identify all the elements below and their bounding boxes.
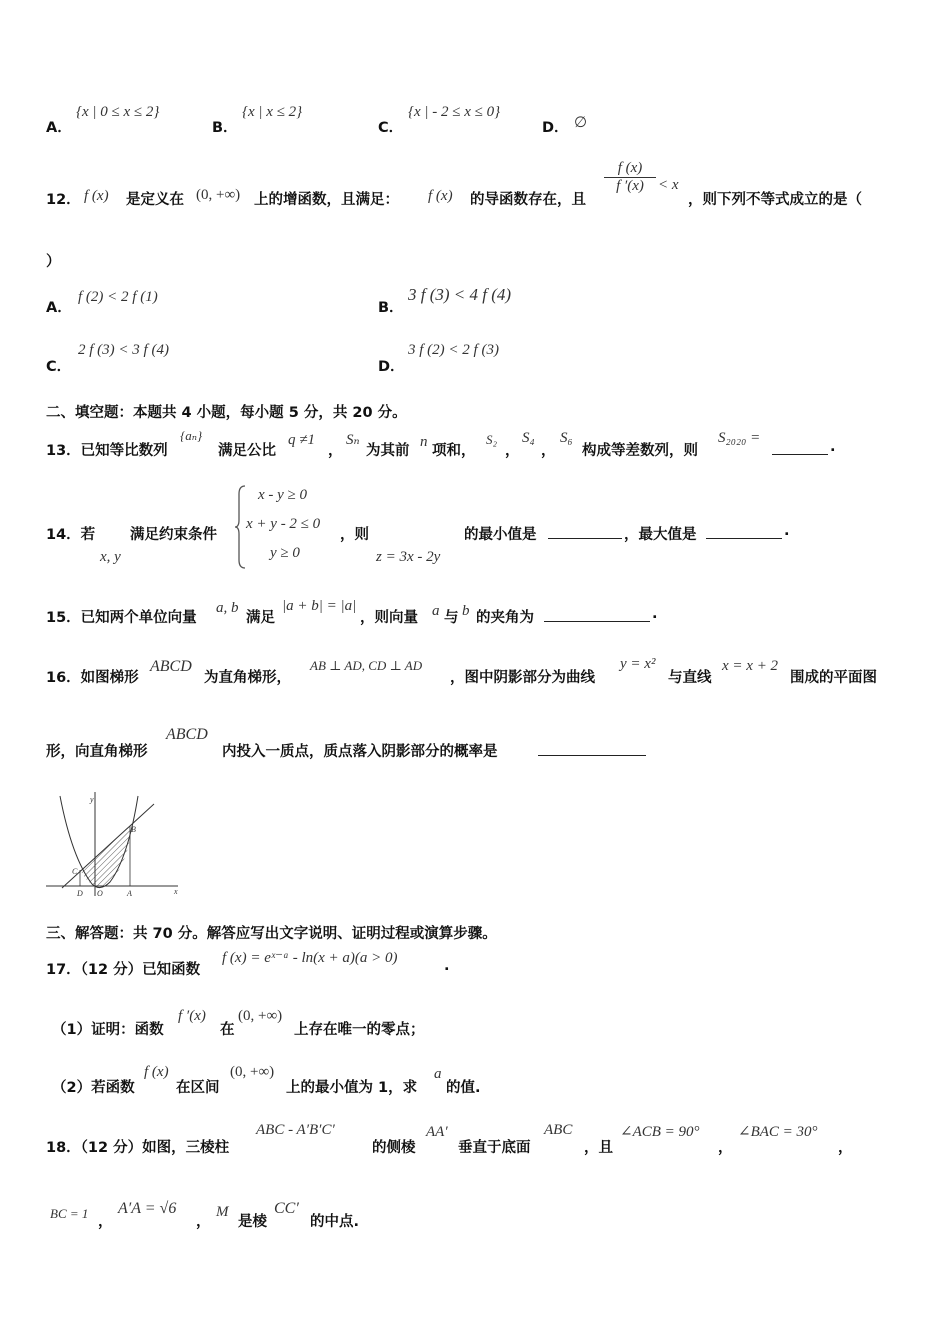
q14-max-blank[interactable] — [706, 526, 782, 539]
q16-text-4: 围成的平面图 — [790, 670, 877, 686]
q13-s4: S₄ — [522, 430, 535, 446]
q11-option-a-expr: {x | 0 ≤ x ≤ 2} — [76, 104, 160, 120]
q18-comma-3: ， — [98, 1214, 113, 1230]
fig-label-a: A — [127, 889, 132, 898]
q17-part2-fx: f (x) — [144, 1064, 169, 1080]
q12-text-3: 的导函数存在，且 — [470, 192, 586, 208]
q17-end: . — [444, 958, 450, 974]
q18-abc: ABC — [544, 1122, 573, 1138]
q16-abcd: ABCD — [150, 658, 192, 675]
q16-figure — [42, 788, 182, 900]
q15-b: b — [462, 603, 470, 619]
q14-brace-icon — [233, 484, 247, 570]
section-2-heading: 二、填空题：本题共 4 小题，每小题 5 分，共 20 分。 — [46, 405, 407, 421]
q15-text-4: 的夹角为 — [476, 610, 534, 626]
q12-fraction-numerator: f (x) — [604, 160, 656, 178]
q11-option-c-label: C． — [378, 120, 404, 136]
q14-constraint-2: x + y - 2 ≤ 0 — [246, 516, 321, 532]
q12-option-d-label: D． — [378, 359, 405, 375]
q12-option-c-label: C． — [46, 359, 72, 375]
q18-aa: AA′ — [426, 1124, 448, 1140]
fig-label-x: x — [174, 887, 178, 896]
q13-sn: Sₙ — [346, 432, 360, 448]
q17-part1-interval: (0, +∞) — [238, 1008, 283, 1024]
q16-line2-b: 内投入一质点，质点落入阴影部分的概率是 — [222, 744, 498, 760]
q14-text-2: ，则 — [340, 527, 369, 543]
q15-answer-blank[interactable] — [544, 609, 650, 622]
q13-comma-1: ， — [328, 443, 343, 459]
q13-text-3: 项和， — [432, 443, 476, 459]
q12-text-2: 上的增函数，且满足： — [254, 192, 399, 208]
q12-interval: (0, +∞) — [196, 187, 241, 203]
q15-end: . — [652, 606, 658, 622]
q14-objective: z = 3x - 2y — [376, 549, 441, 565]
q16-line2-a: 形，向直角梯形 — [46, 744, 148, 760]
q11-option-d-expr: ∅ — [574, 115, 588, 131]
q13-number: 13．已知等比数列 — [46, 443, 168, 459]
q13-sequence: {aₙ} — [180, 428, 203, 443]
q18-text-5: 的中点. — [310, 1214, 360, 1230]
q18-prism: ABC - A′B′C′ — [256, 1122, 335, 1138]
q17-part1-c: 上存在唯一的零点； — [294, 1022, 425, 1038]
q18-comma-2: ， — [838, 1140, 853, 1156]
q15-text-2: ，则向量 — [360, 610, 418, 626]
q12-fraction-denominator: f ′(x) — [616, 178, 644, 194]
q16-perp: AB ⊥ AD, CD ⊥ AD — [310, 658, 423, 673]
q15-text-3: 与 — [444, 610, 459, 626]
q12-option-a-label: A． — [46, 300, 72, 316]
q17-part1-b: 在 — [220, 1022, 235, 1038]
q14-constraint-3: y ≥ 0 — [270, 545, 300, 561]
q18-cc: CC′ — [274, 1200, 299, 1217]
q14-text-4: ，最大值是 — [624, 527, 697, 543]
q15-vectors: a, b — [216, 600, 239, 616]
fig-label-b: B — [131, 825, 136, 834]
q17-part1-a: （1）证明：函数 — [52, 1022, 164, 1038]
q13-s2020: S₂₀₂₀ = — [718, 430, 761, 446]
q17-part2-d: 的值. — [446, 1080, 481, 1096]
q17-number: 17．（12 分）已知函数 — [46, 962, 201, 978]
q18-text-4: 是棱 — [238, 1214, 267, 1230]
q16-abcd-2: ABCD — [166, 726, 208, 743]
q16-text-1: 为直角梯形， — [204, 670, 291, 686]
q18-comma-4: ， — [196, 1214, 211, 1230]
q11-option-b-label: B． — [212, 120, 238, 136]
q13-text-1: 满足公比 — [218, 443, 276, 459]
fig-label-y: y — [90, 795, 94, 804]
q12-option-d-expr: 3 f (2) < 2 f (3) — [408, 342, 499, 358]
fig-label-c: C — [72, 867, 78, 876]
q12-lt-x: < x — [658, 177, 679, 193]
q18-text-3: ，且 — [584, 1140, 613, 1156]
q18-bc: BC = 1 — [50, 1206, 89, 1221]
q14-text-3: 的最小值是 — [464, 527, 537, 543]
q15-a: a — [432, 603, 440, 619]
q16-number: 16．如图梯形 — [46, 670, 139, 686]
q11-option-a-label: A． — [46, 120, 72, 136]
q13-ratio: q ≠1 — [288, 432, 315, 448]
q12-option-c-expr: 2 f (3) < 3 f (4) — [78, 342, 169, 358]
q16-curve: y = x² — [620, 656, 656, 672]
q18-text-2: 垂直于底面 — [458, 1140, 531, 1156]
q11-option-c-expr: {x | - 2 ≤ x ≤ 0} — [408, 104, 501, 120]
q13-end: . — [830, 439, 836, 455]
q17-part2-a-var: a — [434, 1066, 442, 1082]
q13-n: n — [420, 434, 428, 450]
q12-number: 12． — [46, 192, 81, 208]
q18-angle-acb: ∠ACB = 90° — [620, 1124, 700, 1140]
q17-part2-b: 在区间 — [176, 1080, 220, 1096]
section-3-heading: 三、解答题：共 70 分。解答应写出文字说明、证明过程或演算步骤。 — [46, 926, 497, 942]
q13-text-2: 为其前 — [366, 443, 410, 459]
q12-option-b-expr: 3 f (3) < 4 f (4) — [408, 285, 512, 304]
q15-number: 15．已知两个单位向量 — [46, 610, 197, 626]
q17-part2-c: 上的最小值为 1，求 — [286, 1080, 418, 1096]
q16-text-3: 与直线 — [668, 670, 712, 686]
q12-close-paren: ） — [46, 254, 61, 270]
q13-text-4: 构成等差数列，则 — [582, 443, 698, 459]
q12-fraction — [604, 160, 656, 195]
q18-comma-1: ， — [718, 1140, 733, 1156]
q14-constraint-1: x - y ≥ 0 — [258, 487, 308, 503]
q13-comma-2: ， — [505, 443, 520, 459]
q17-part1-fprime: f ′(x) — [178, 1008, 206, 1024]
q12-option-a-expr: f (2) < 2 f (1) — [78, 289, 158, 305]
q17-function: f (x) = eˣ⁻ᵃ - ln(x + a)(a > 0) — [222, 950, 398, 966]
q12-option-b-label: B． — [378, 300, 404, 316]
q16-answer-blank[interactable] — [538, 743, 646, 756]
q12-fx: f (x) — [84, 188, 109, 204]
q18-angle-bac: ∠BAC = 30° — [738, 1124, 818, 1140]
q15-condition: |a + b| = |a| — [282, 598, 357, 614]
q13-s6: S₆ — [560, 430, 573, 446]
q14-text-1: 满足约束条件 — [130, 527, 217, 543]
q14-number: 14．若 — [46, 527, 96, 543]
q18-m: M — [216, 1204, 229, 1220]
q16-text-2: ，图中阴影部分为曲线 — [450, 670, 595, 686]
q12-text-4: ，则下列不等式成立的是（ — [688, 192, 862, 208]
q18-aa-length: A′A = √6 — [118, 1200, 177, 1217]
q15-text-1: 满足 — [246, 610, 275, 626]
q12-text-1: 是定义在 — [126, 192, 184, 208]
q18-text-1: 的侧棱 — [372, 1140, 416, 1156]
q17-part2-interval: (0, +∞) — [230, 1064, 275, 1080]
q11-option-b-expr: {x | x ≤ 2} — [242, 104, 303, 120]
fig-label-d: D — [77, 889, 83, 898]
q14-xy: x, y — [100, 549, 121, 565]
q14-min-blank[interactable] — [548, 526, 622, 539]
q13-s2: S₂ — [486, 432, 498, 447]
q13-comma-3: ， — [541, 443, 556, 459]
q13-answer-blank[interactable] — [772, 442, 828, 455]
q16-line: x = x + 2 — [722, 658, 779, 674]
q11-option-d-label: D． — [542, 120, 569, 136]
q14-end: . — [784, 523, 790, 539]
q12-fx-2: f (x) — [428, 188, 453, 204]
q18-number: 18．（12 分）如图，三棱柱 — [46, 1140, 230, 1156]
fig-label-o: O — [97, 889, 103, 898]
q17-part2-a: （2）若函数 — [52, 1080, 135, 1096]
